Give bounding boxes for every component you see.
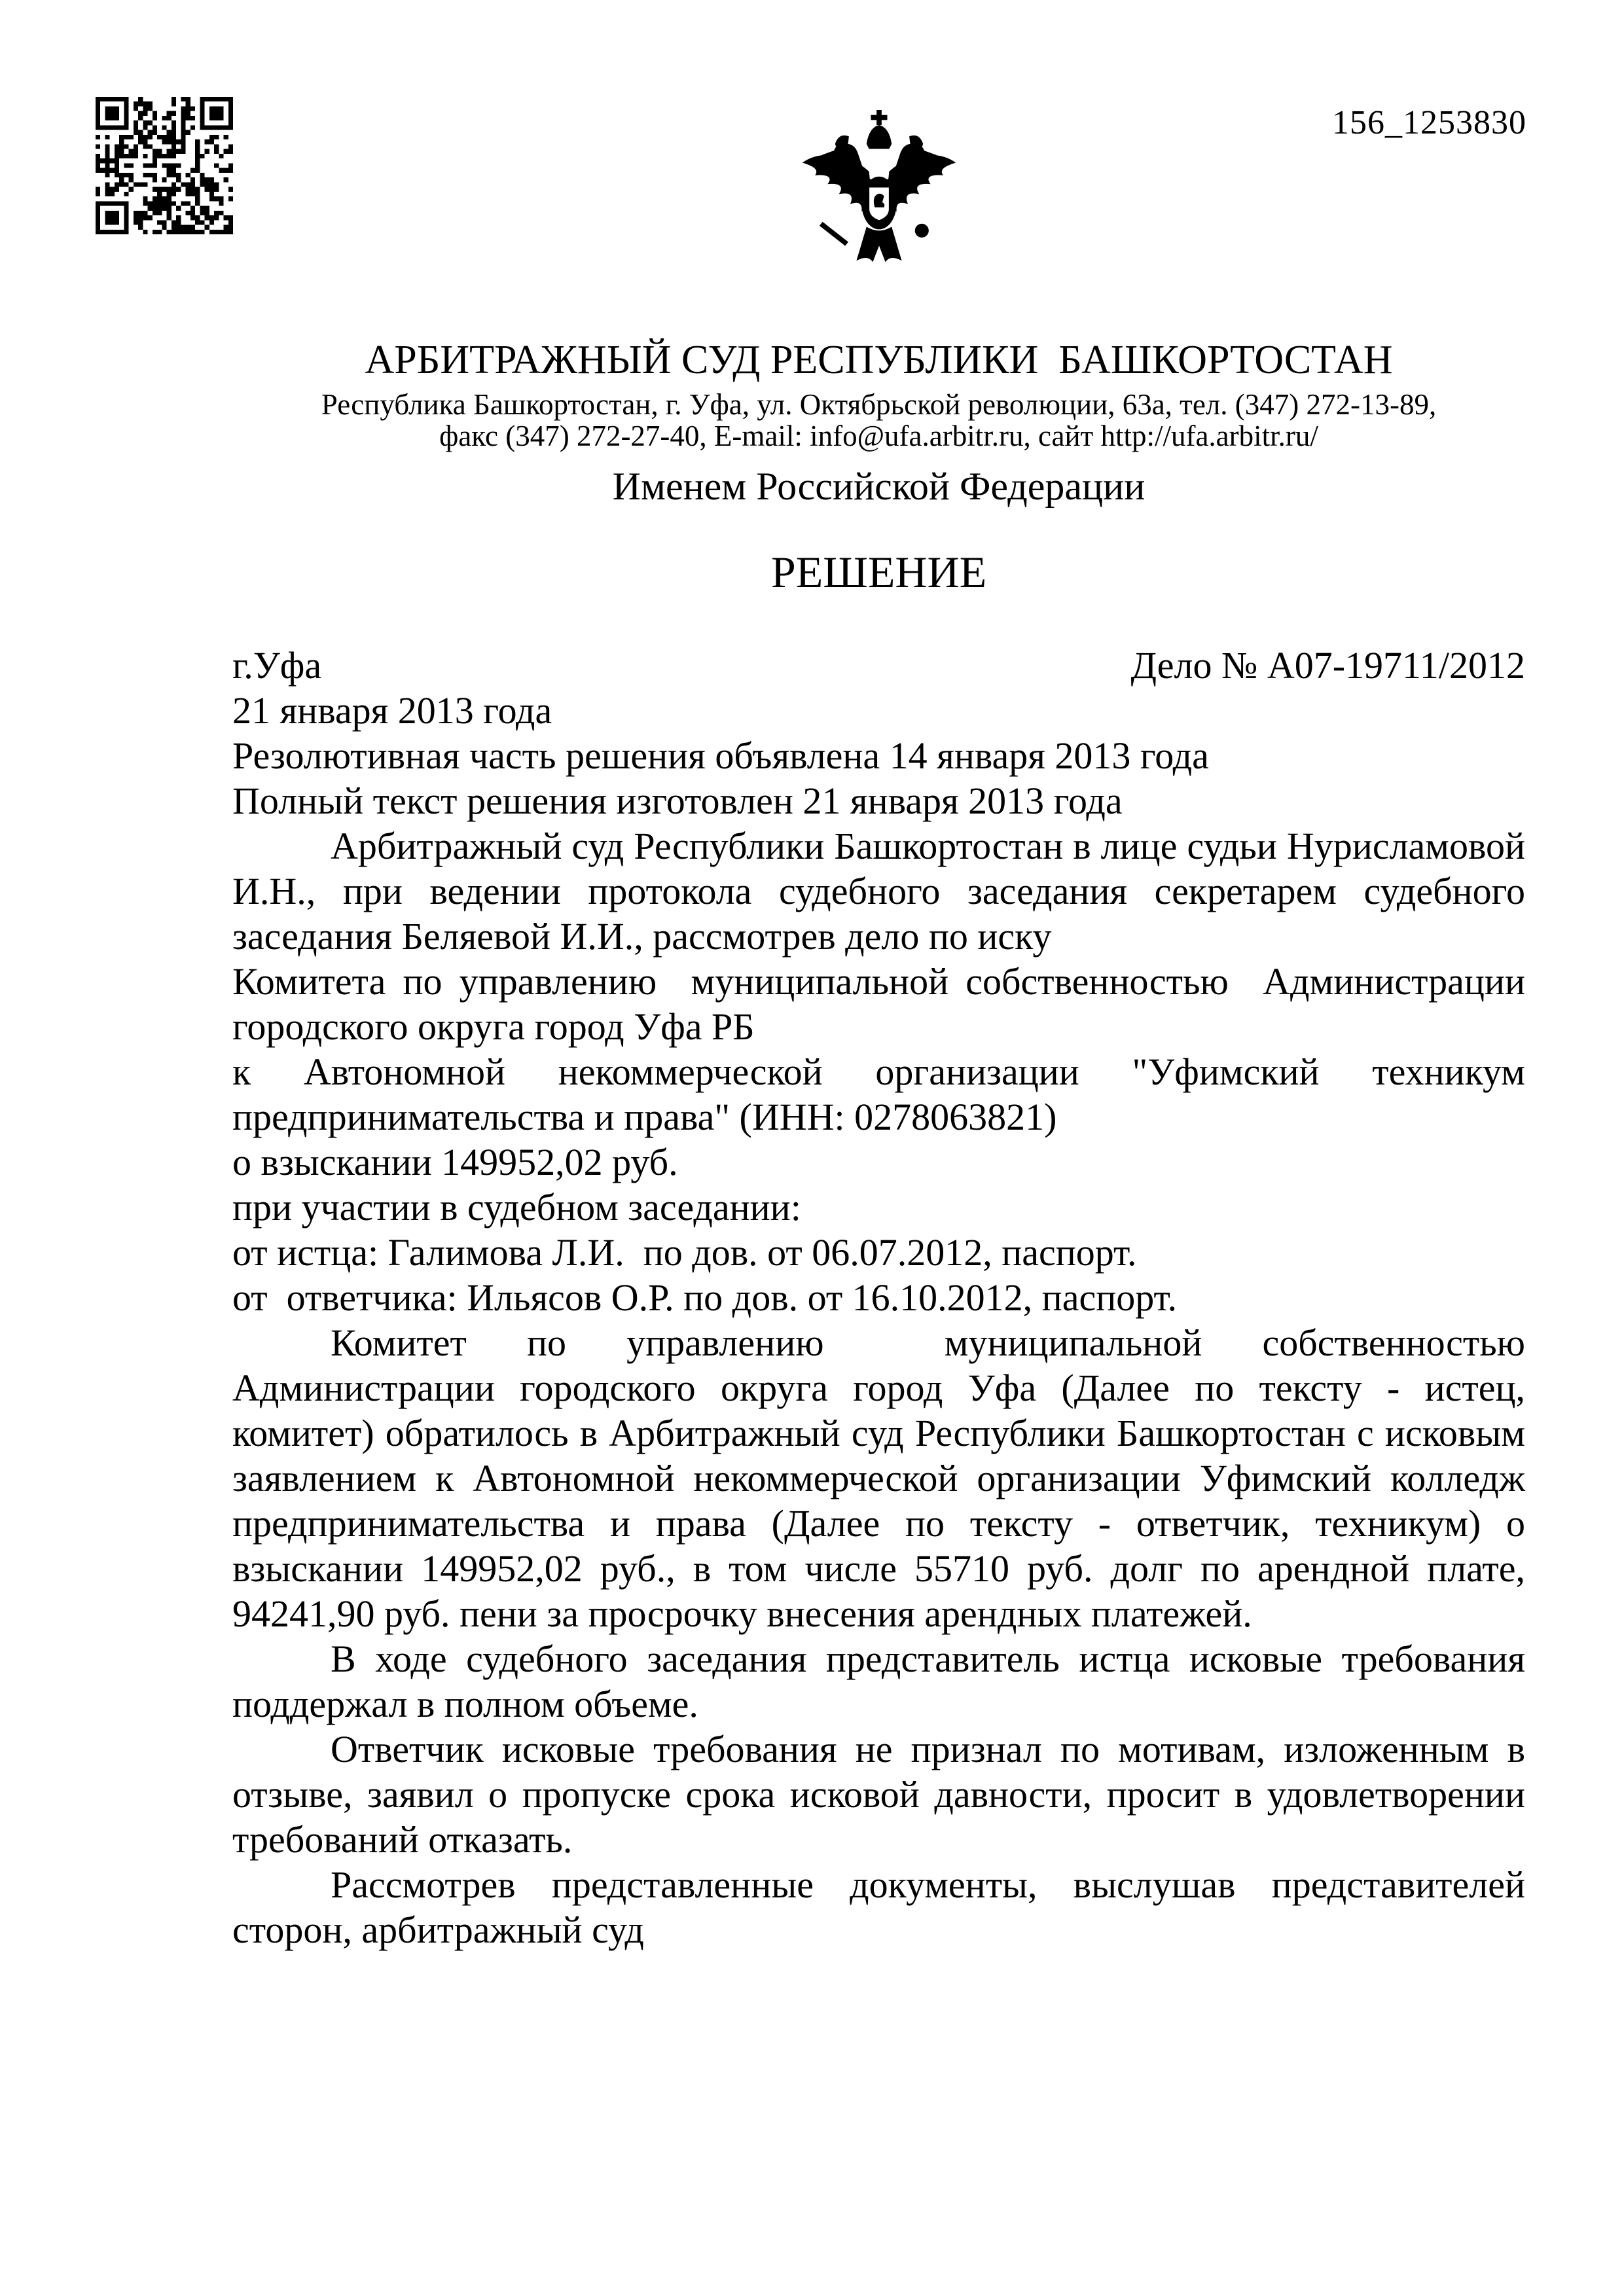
body-paragraph-2: В ходе судебного заседания представитель истца исковые требования поддержал в полном объеме. — [232, 1638, 1535, 1725]
plaintiff-paragraph: Комитета по управлению муниципальной собственностью Администрации городского округа город Уфа РБ — [232, 960, 1535, 1048]
resolution-announced-line: Резолютивная часть решения объявлена 14 января 2013 года — [232, 734, 1209, 777]
body-paragraph-3: Ответчик исковые требования не признал по мотивам, изложенным в отзыве, заявил о пропуске срока исковой давности, просит в удовлетворении требований отказать. — [232, 1728, 1535, 1861]
russia-coat-of-arms-icon — [797, 110, 961, 298]
body-paragraph-1: Комитет по управлению муниципальной собственностью Администрации городского округа город Уфа (Далее по тексту - истец, комитет) обратилось в Арбитражный суд Республики Башкортостан с исковым заявлением к Автономной некоммерческой организации Уфимский колледж предпринимательства и права (Далее по тексту - ответчик, техникум) о взыскании 149952,02 руб., в том числе 55710 руб. долг по арендной плате, 94241,90 руб. пени за просрочку внесения арендных платежей. — [232, 1321, 1535, 1635]
defendant-paragraph: к Автономной некоммерческой организации "Уфимский техникум предпринимательства и права" (ИНН: 0278063821) — [232, 1050, 1535, 1138]
court-address-line1: Республика Башкортостан, г. Уфа, ул. Октябрьской революции, 63а, тел. (347) 272-13-89, — [321, 388, 1437, 421]
case-number: Дело № А07-19711/2012 — [1130, 644, 1525, 687]
claim-paragraph: о взыскании 149952,02 руб. — [232, 1141, 678, 1183]
city-label: г.Уфа — [232, 644, 322, 687]
in-the-name-heading: Именем Российской Федерации — [612, 465, 1146, 508]
intro-paragraph: Арбитражный суд Республики Башкортостан в лице судьи Нурисламовой И.Н., при ведении протокола судебного заседания секретарем судебного заседания Беляевой И.И., рассмотрев дело по иску — [232, 825, 1535, 958]
court-name: АРБИТРАЖНЫЙ СУД РЕСПУБЛИКИ БАШКОРТОСТАН — [365, 338, 1393, 382]
defendant-representative-line: от ответчика: Ильясов О.Р. по дов. от 16.10.2012, паспорт. — [232, 1276, 1177, 1319]
plaintiff-representative-line: от истца: Галимова Л.И. по дов. от 06.07.2012, паспорт. — [232, 1231, 1137, 1274]
decision-date: 21 января 2013 года — [232, 689, 552, 732]
qr-code — [95, 97, 234, 234]
decision-title: РЕШЕНИЕ — [770, 547, 987, 597]
participants-heading: при участии в судебном заседании: — [232, 1186, 801, 1229]
body-paragraph-4: Рассмотрев представленные документы, выслушав представителей сторон, арбитражный суд — [232, 1863, 1535, 1951]
document-number: 156_1253830 — [1332, 104, 1526, 141]
court-address-line2: факс (347) 272-27-40, E-mail: info@ufa.arbitr.ru, сайт http://ufa.arbitr.ru/ — [439, 420, 1318, 452]
resolution-fulltext-line: Полный текст решения изготовлен 21 января 2013 года — [232, 780, 1123, 822]
qr-code-icon — [95, 97, 234, 234]
case-info-line — [232, 643, 1525, 688]
